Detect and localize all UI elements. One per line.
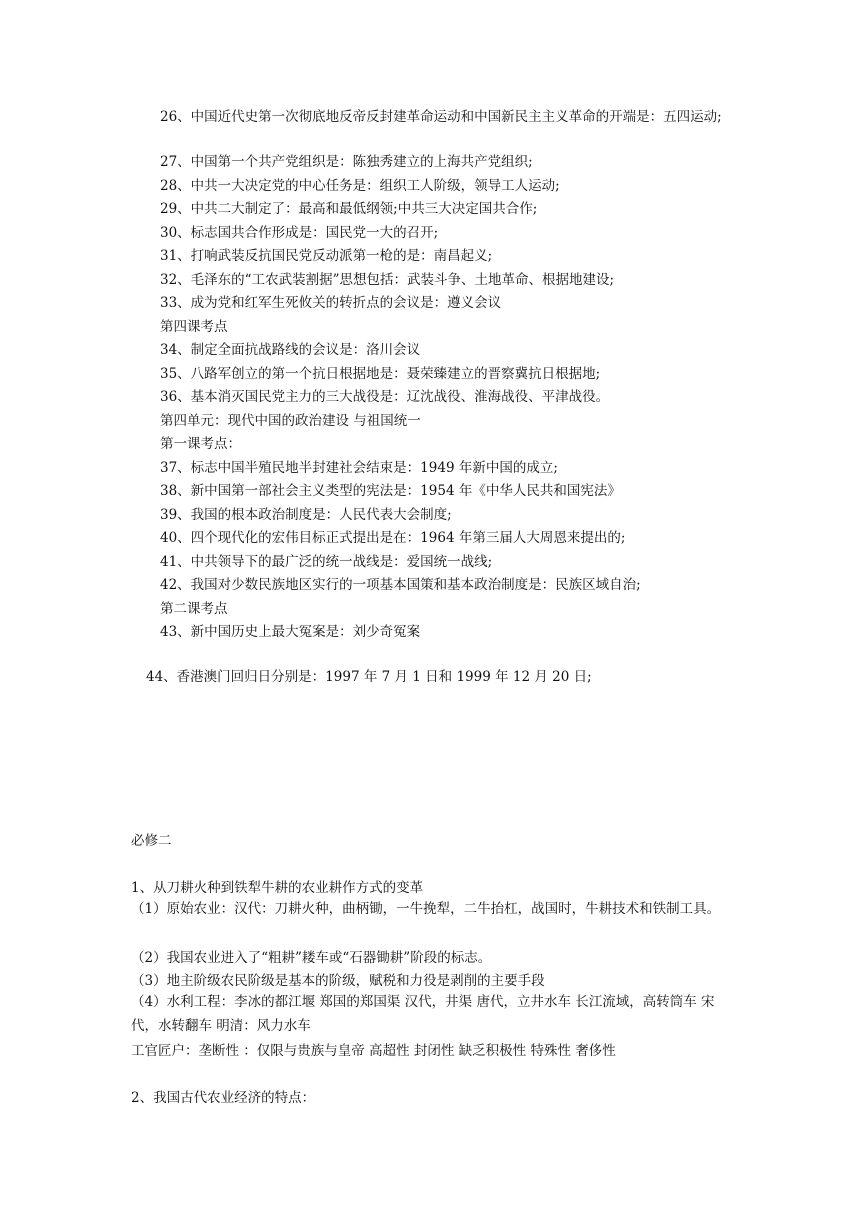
list-item-33: 33、成为党和红军生死攸关的转折点的会议是：遵义会议: [160, 295, 502, 311]
list-item-42: 42、我国对少数民族地区实行的一项基本国策和基本政治制度是：民族区域自治;: [160, 577, 641, 593]
paragraph-1: （1）原始农业：汉代：刀耕火种，曲柄锄，一牛挽犁，二牛抬杠，战国时，牛耕技术和铁制工具。: [131, 901, 721, 917]
paragraph-5: 工官匠户：垄断性 ：仅限与贵族与皇帝 高超性 封闭性 缺乏积极性 特殊性 奢侈性: [131, 1043, 616, 1059]
list-item-28: 28、中共一大决定党的中心任务是：组织工人阶级，领导工人运动;: [160, 178, 560, 194]
list-item-27: 27、中国第一个共产党组织是：陈独秀建立的上海共产党组织;: [160, 154, 533, 170]
list-item-41: 41、中共领导下的最广泛的统一战线是：爱国统一战线;: [160, 554, 493, 570]
list-item-31: 31、打响武装反抗国民党反动派第一枪的是：南昌起义;: [160, 248, 493, 264]
list-item-44: 44、香港澳门回归日分别是：1997 年 7 月 1 日和 1999 年 12 月 20 日;: [146, 669, 592, 685]
list-item-43: 43、新中国历史上最大冤案是：刘少奇冤案: [160, 624, 421, 640]
list-item-30: 30、标志国共合作形成是：国民党一大的召开;: [160, 225, 439, 241]
list-item-35: 35、八路军创立的第一个抗日根据地是：聂荣臻建立的晋察冀抗日根据地;: [160, 366, 601, 382]
lesson-heading-4: 第四课考点: [160, 319, 228, 335]
list-item-29: 29、中共二大制定了：最高和最低纲领;中共三大决定国共合作;: [160, 201, 538, 217]
list-item-26: 26、中国近代史第一次彻底地反帝反封建革命运动和中国新民主主义革命的开端是：五四运动;: [160, 109, 722, 125]
lesson-heading-2: 第二课考点: [160, 601, 228, 617]
list-item-39: 39、我国的根本政治制度是：人民代表大会制度;: [160, 507, 452, 523]
list-item-37: 37、标志中国半殖民地半封建社会结束是：1949 年新中国的成立;: [160, 460, 558, 476]
paragraph-4: （4）水利工程：李冰的都江堰 郑国的郑国渠 汉代，井渠 唐代，立井水车 长江流域，高转筒车 宋代，水转翻车 明清：风力水车: [131, 994, 715, 1034]
paragraph-2: （2）我国农业进入了“粗耕”耧车或“石器锄耕”阶段的标志。: [131, 950, 492, 966]
list-item-36: 36、基本消灭国民党主力的三大战役是：辽沈战役、淮海战役、平津战役。: [160, 389, 610, 405]
paragraph-3: （3）地主阶级农民阶级是基本的阶级，赋税和力役是剥削的主要手段: [131, 973, 545, 989]
lesson-heading-1: 第一课考点：: [160, 436, 241, 452]
list-item-32: 32、毛泽东的“工农武装割据”思想包括：武装斗争、土地革命、根据地建设;: [160, 272, 615, 288]
list-item-40: 40、四个现代化的宏伟目标正式提出是在：1964 年第三届人大周恩来提出的;: [160, 530, 626, 546]
list-item-34: 34、制定全面抗战路线的会议是：洛川会议: [160, 342, 421, 358]
section-heading: 必修二: [131, 833, 172, 849]
topic-title-2: 2、我国古代农业经济的特点：: [131, 1090, 316, 1106]
list-item-38: 38、新中国第一部社会主义类型的宪法是：1954 年《中华人民共和国宪法》: [160, 483, 621, 499]
unit-heading-4: 第四单元：现代中国的政治建设 与祖国统一: [160, 413, 421, 429]
topic-title-1: 1、从刀耕火种到铁犁牛耕的农业耕作方式的变革: [131, 880, 424, 896]
